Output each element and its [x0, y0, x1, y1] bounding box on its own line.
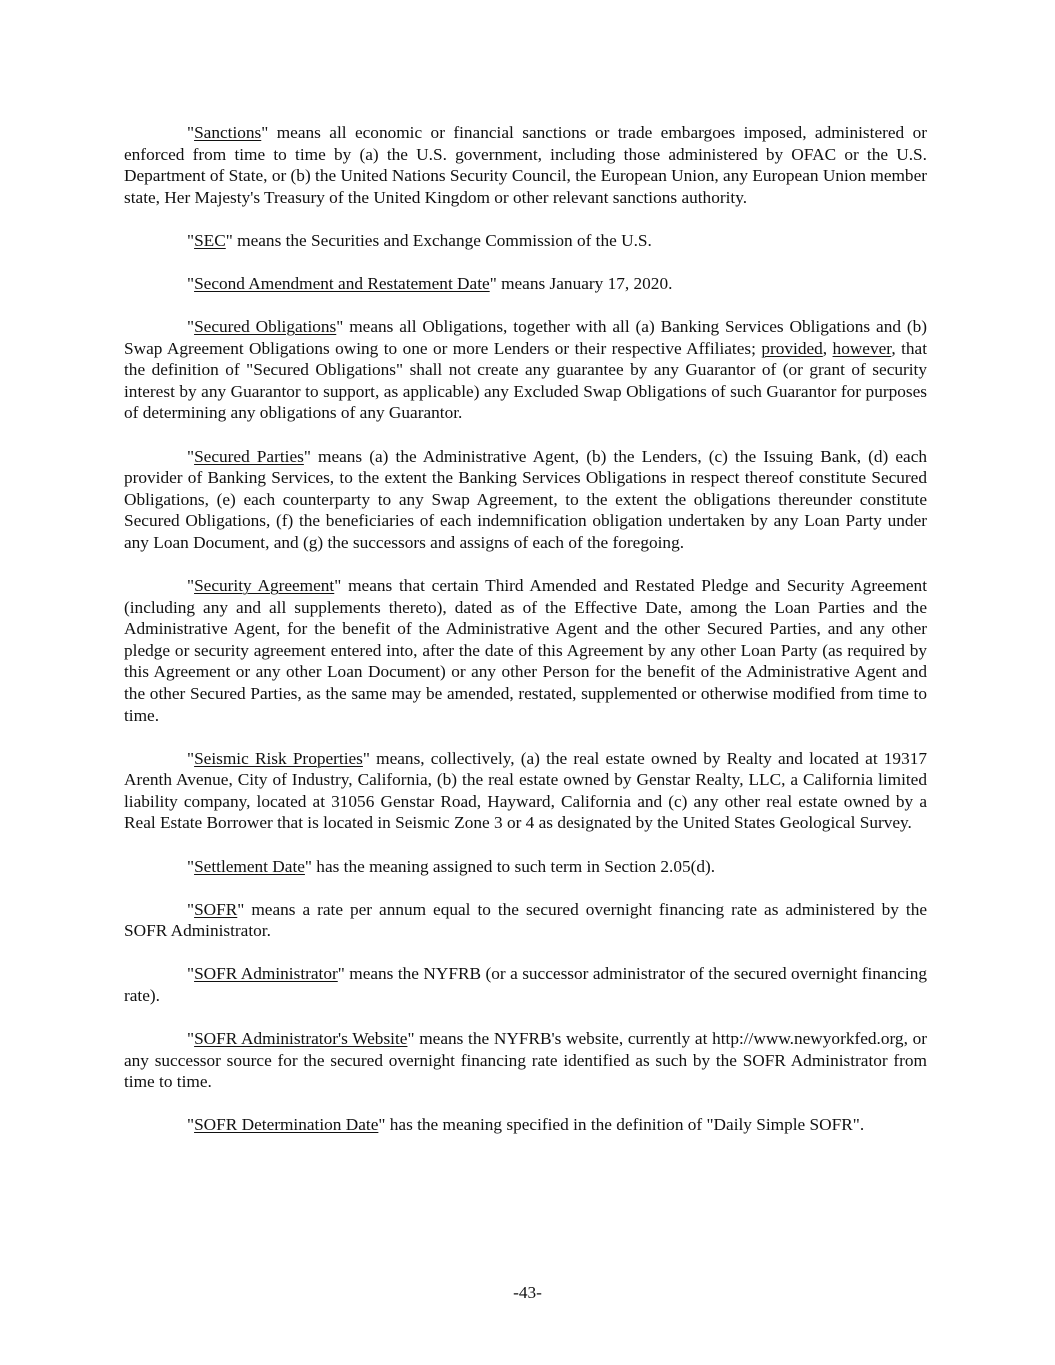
definition-settlement-date: "Settlement Date" has the meaning assigned to such term in Section 2.05(d).	[187, 856, 716, 876]
definition-sofr-determination-date: "SOFR Determination Date" has the meaning specified in the definition of "Daily Simple SOFR".	[187, 1115, 865, 1135]
definition-seismic-risk-properties: "Seismic Risk Properties" means, collectively, (a) the real estate owned by Realty and located at 19317 Arenth Avenue, City of Industry, California, (b) the real estate owned by Genstar Realty, LLC, a California limited liability company, located at 31056 Genstar Road, Hayward, California and (c) any other real estate owned by a Real Estate Borrower that is located in Seismic Zone 3 or 4 as designated by the United States Geological Survey.	[124, 748, 927, 833]
defined-term: SEC	[194, 230, 226, 250]
document-page	[124, 122, 927, 1157]
underlined-word-however: however	[832, 338, 892, 358]
defined-term: SOFR Determination Date	[194, 1115, 379, 1135]
page-number: -43-	[513, 1283, 542, 1302]
definition-second-amendment-date: "Second Amendment and Restatement Date" means January 17, 2020.	[187, 273, 673, 293]
definition-sec: "SEC" means the Securities and Exchange Commission of the U.S.	[187, 230, 652, 250]
definition-sofr-administrator: "SOFR Administrator" means the NYFRB (or a successor administrator of the secured overnight financing rate).	[124, 964, 927, 1005]
defined-term: Seismic Risk Properties	[194, 748, 363, 768]
definition-text: , that the definition of "Secured Obligations" shall not create any guarantee by any Guarantor of (or grant of security interest by any Guarantor to support, as applicable) any Excluded Swap Obligations of such Guarantor for purposes of determining any obligations of any Guarantor.	[124, 338, 928, 423]
defined-term: SOFR Administrator	[194, 964, 338, 984]
definition-text: ,	[822, 338, 833, 358]
defined-term: Security Agreement	[194, 576, 335, 595]
definition-sofr: "SOFR" means a rate per annum equal to the secured overnight financing rate as administered by the SOFR Administrator.	[124, 899, 927, 941]
defined-term: Sanctions	[194, 123, 262, 142]
underlined-word-provided: provided	[761, 338, 823, 358]
defined-term: Secured Obligations	[194, 317, 337, 337]
definition-secured-parties: "Secured Parties" means (a) the Administrative Agent, (b) the Lenders, (c) the Issuing Bank, (d) each provider of Banking Services, to the extent the Banking Services Obligations in respect thereof constitute Secured Obligations, (e) each counterparty to any Swap Agreement, to the extent the obligations thereunder constitute Secured Obligations, (f) the beneficiaries of each indemnification obligation undertaken by any Loan Party under any Loan Document, and (g) the successors and assigns of each of the foregoing.	[124, 446, 927, 552]
definition-sofr-administrators-website: "SOFR Administrator's Website" means the NYFRB's website, currently at http://www.newyorkfed.org, or any successor source for the secured overnight financing rate identified as such by the SOFR Administrator from time to time.	[124, 1029, 927, 1092]
definition-text: means the NYFRB's website, currently at http://www.newyorkfed.org, or any successor source for the secured overnight financing rate identified as such by the SOFR Administrator from time to time.	[124, 1029, 927, 1092]
definition-secured-obligations: "Secured Obligations" means all Obligations, together with all (a) Banking Services Obligations and (b) Swap Agreement Obligations owing to one or more Lenders or their respective Affiliates; provided, however, that the definition of "Secured Obligations" shall not create any guarantee by any Guarantor of (or grant of security interest by any Guarantor to support, as applicable) any Excluded Swap Obligations of such Guarantor for purposes of determining any obligations of any Guarantor.	[124, 317, 928, 423]
definition-text: means the Securities and Exchange Commission of the U.S.	[232, 230, 652, 250]
defined-term: SOFR Administrator's Website	[194, 1029, 408, 1048]
definition-text: means the NYFRB (or a successor administrator of the secured overnight financing rate).	[124, 964, 927, 1005]
definition-security-agreement: "Security Agreement" means that certain Third Amended and Restated Pledge and Security Agreement (including any and all supplements thereto), dated as of the Effective Date, among the Loan Parties and the Administrative Agent, for the benefit of the Administrative Agent and the other Secured Parties, and any other pledge or security agreement entered into, after the date of this Agreement by any other Loan Party (as required by this Agreement or any other Loan Document) or any other Person for the benefit of the Administrative Agent and the other Secured Parties, as the same may be amended, restated, supplemented or otherwise modified from time to time.	[124, 576, 927, 725]
definition-text: means, collectively, (a) the real estate owned by Realty and located at 19317 Arenth Avenue, City of Industry, California, (b) the real estate owned by Genstar Realty, LLC, a California limited liability company, located at 31056 Genstar Road, Hayward, California and (c) any other real estate owned by a Real Estate Borrower that is located in Seismic Zone 3 or 4 as designated by the United States Geological Survey.	[124, 748, 927, 833]
definition-text: means that certain Third Amended and Restated Pledge and Security Agreement (including any and all supplements thereto), dated as of the Effective Date, among the Loan Parties and the Administrative Agent, for the benefit of the Administrative Agent and the other Secured Parties, and any other pledge or security agreement entered into, after the date of this Agreement by any other Loan Party (as required by this Agreement or any other Loan Document) or any other Person for the benefit of the Administrative Agent and the other Secured Parties, as the same may be amended, restated, supplemented or otherwise modified from time to time.	[124, 576, 927, 725]
definition-text: has the meaning assigned to such term in Section 2.05(d).	[311, 856, 716, 876]
definition-text: means January 17, 2020.	[496, 273, 673, 293]
definition-text: means a rate per annum equal to the secured overnight financing rate as administered by the SOFR Administrator.	[124, 899, 927, 941]
defined-term: Second Amendment and Restatement Date	[194, 273, 490, 293]
definition-text: has the meaning specified in the definition of "Daily Simple SOFR".	[385, 1115, 865, 1135]
definition-text: means (a) the Administrative Agent, (b) the Lenders, (c) the Issuing Bank, (d) each provider of Banking Services, to the extent the Banking Services Obligations in respect thereof constitute Secured Obligations, (e) each counterparty to any Swap Agreement, to the extent the obligations thereunder constitute Secured Obligations, (f) the beneficiaries of each indemnification obligation undertaken by any Loan Party under any Loan Document, and (g) the successors and assigns of each of the foregoing.	[124, 446, 927, 552]
definition-text: means all Obligations, together with all (a) Banking Services Obligations and (b) Swap Agreement Obligations owing to one or more Lenders or their respective Affiliates;	[124, 317, 928, 358]
definition-text: means all economic or financial sanctions or trade embargoes imposed, administered or enforced from time to time by (a) the U.S. government, including those administered by OFAC or the U.S. Department of State, or (b) the United Nations Security Council, the European Union, any European Union member state, Her Majesty's Treasury of the United Kingdom or other relevant sanctions authority.	[124, 123, 927, 207]
definition-sanctions: "Sanctions" means all economic or financial sanctions or trade embargoes imposed, administered or enforced from time to time by (a) the U.S. government, including those administered by OFAC or the U.S. Department of State, or (b) the United Nations Security Council, the European Union, any European Union member state, Her Majesty's Treasury of the United Kingdom or other relevant sanctions authority.	[124, 123, 927, 207]
defined-term: SOFR	[194, 899, 238, 919]
defined-term: Settlement Date	[194, 856, 305, 876]
defined-term: Secured Parties	[194, 446, 304, 466]
